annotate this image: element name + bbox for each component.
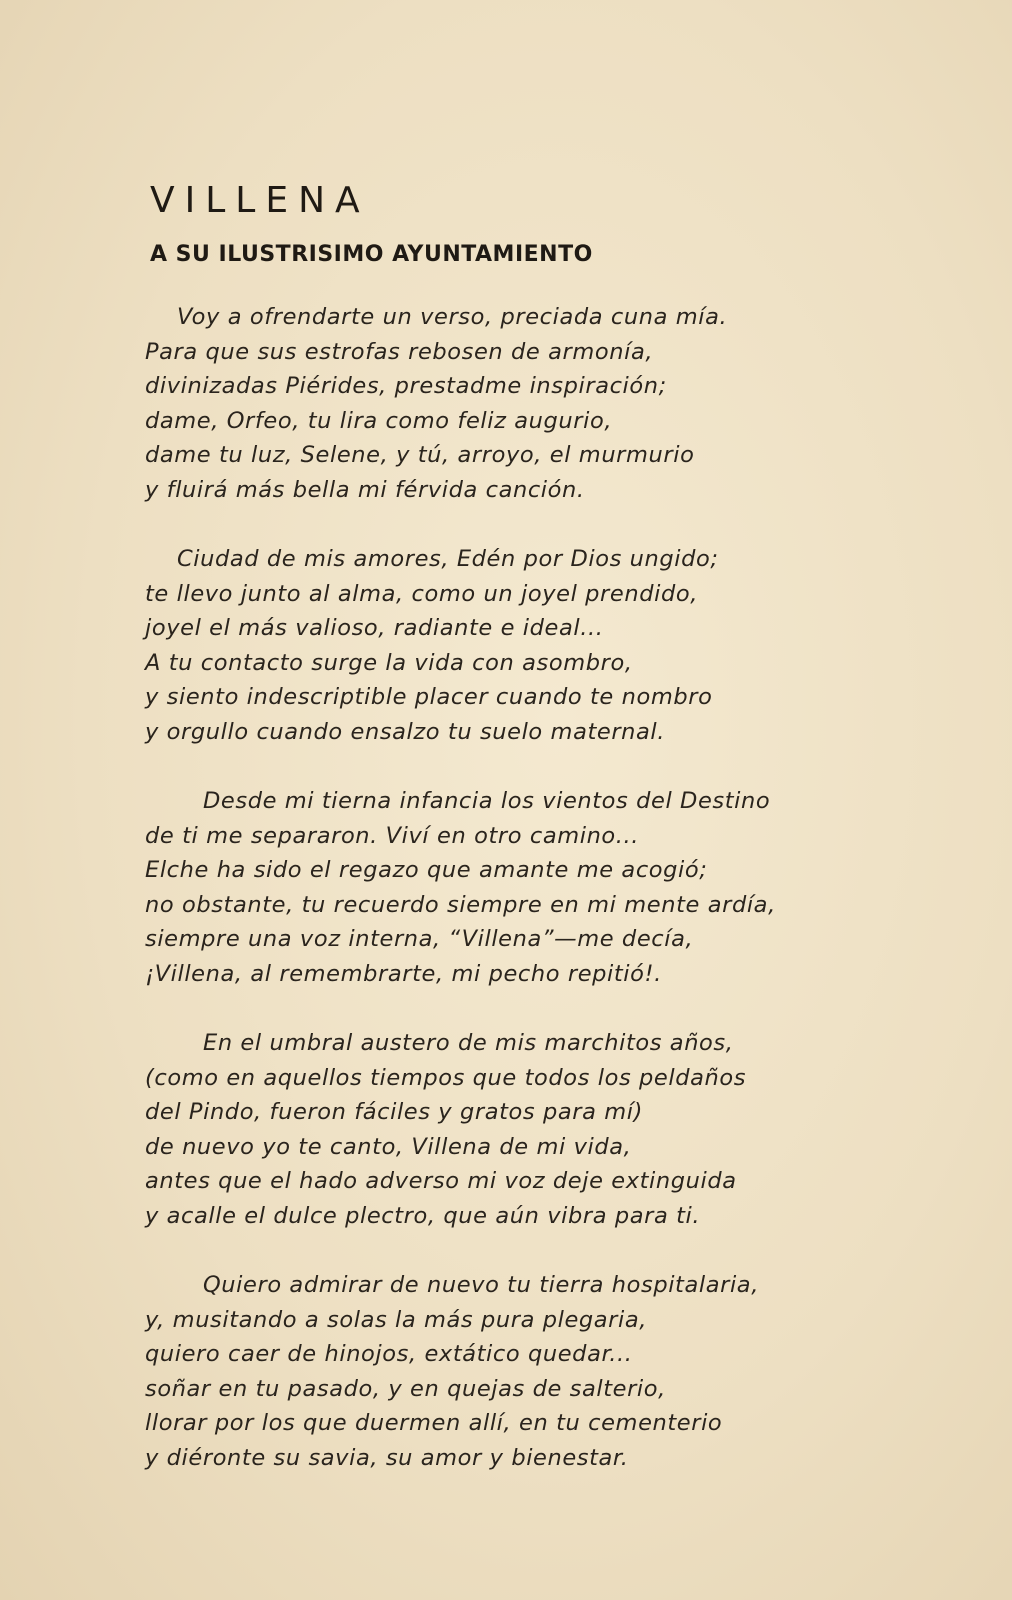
stanza-line: Ciudad de mis amores, Edén por Dios ungido;	[177, 546, 719, 572]
stanza-5	[145, 1268, 905, 1475]
stanza-line: antes que el hado adverso mi voz deje extinguida	[145, 1168, 737, 1194]
stanza-line: ¡Villena, al remembrarte, mi pecho repitió!.	[145, 960, 662, 987]
stanza-line: quiero caer de hinojos, extático quedar...	[145, 1341, 633, 1367]
stanza-line: y, musitando a solas la más pura plegaria,	[145, 1306, 648, 1333]
stanza-1	[145, 300, 905, 507]
stanza-line: En el umbral austero de mis marchitos años,	[203, 1030, 734, 1056]
stanza-line: y diéronte su savia, su amor y bienestar.	[145, 1444, 629, 1471]
stanza-line: y fluirá más bella mi férvida canción.	[145, 476, 585, 503]
stanza-line: siempre una voz interna, “Villena”—me decía,	[145, 926, 694, 952]
stanza-line: del Pindo, fueron fáciles y gratos para mí)	[145, 1099, 643, 1125]
stanza-line: dame tu luz, Selene, y tú, arroyo, el murmurio	[145, 442, 695, 468]
stanza-4	[145, 1026, 905, 1233]
stanza-line: y acalle el dulce plectro, que aún vibra para ti.	[145, 1202, 701, 1229]
stanza-line: de nuevo yo te canto, Villena de mi vida,	[145, 1133, 632, 1160]
poem-dedication: A SU ILUSTRISIMO AYUNTAMIENTO	[150, 242, 593, 267]
stanza-line: (como en aquellos tiempos que todos los peldaños	[145, 1064, 747, 1091]
stanza-line: te llevo junto al alma, como un joyel prendido,	[145, 580, 698, 607]
poem-body	[145, 300, 905, 1510]
stanza-line: soñar en tu pasado, y en quejas de salterio,	[145, 1375, 666, 1402]
stanza-line: Quiero admirar de nuevo tu tierra hospitalaria,	[203, 1272, 759, 1298]
stanza-line: A tu contacto surge la vida con asombro,	[145, 649, 633, 676]
stanza-3	[145, 784, 905, 991]
stanza-line: de ti me separaron. Viví en otro camino...	[145, 822, 640, 849]
stanza-line: Elche ha sido el regazo que amante me acogió;	[145, 857, 708, 883]
stanza-line: y orgullo cuando ensalzo tu suelo maternal.	[145, 718, 666, 745]
poem-title: VILLENA	[150, 180, 370, 221]
stanza-line: joyel el más valioso, radiante e ideal...	[145, 615, 604, 641]
stanza-line: Para que sus estrofas rebosen de armonía,	[145, 338, 654, 365]
stanza-line: llorar por los que duermen allí, en tu cementerio	[145, 1410, 723, 1436]
stanza-line: divinizadas Piérides, prestadme inspiración;	[145, 373, 667, 399]
stanza-2	[145, 542, 905, 749]
stanza-line: Voy a ofrendarte un verso, preciada cuna mía.	[177, 304, 728, 330]
stanza-line: y siento indescriptible placer cuando te nombro	[145, 684, 713, 710]
stanza-line: Desde mi tierna infancia los vientos del Destino	[203, 788, 771, 814]
stanza-line: no obstante, tu recuerdo siempre en mi mente ardía,	[145, 891, 776, 918]
stanza-line: dame, Orfeo, tu lira como feliz augurio,	[145, 407, 613, 434]
